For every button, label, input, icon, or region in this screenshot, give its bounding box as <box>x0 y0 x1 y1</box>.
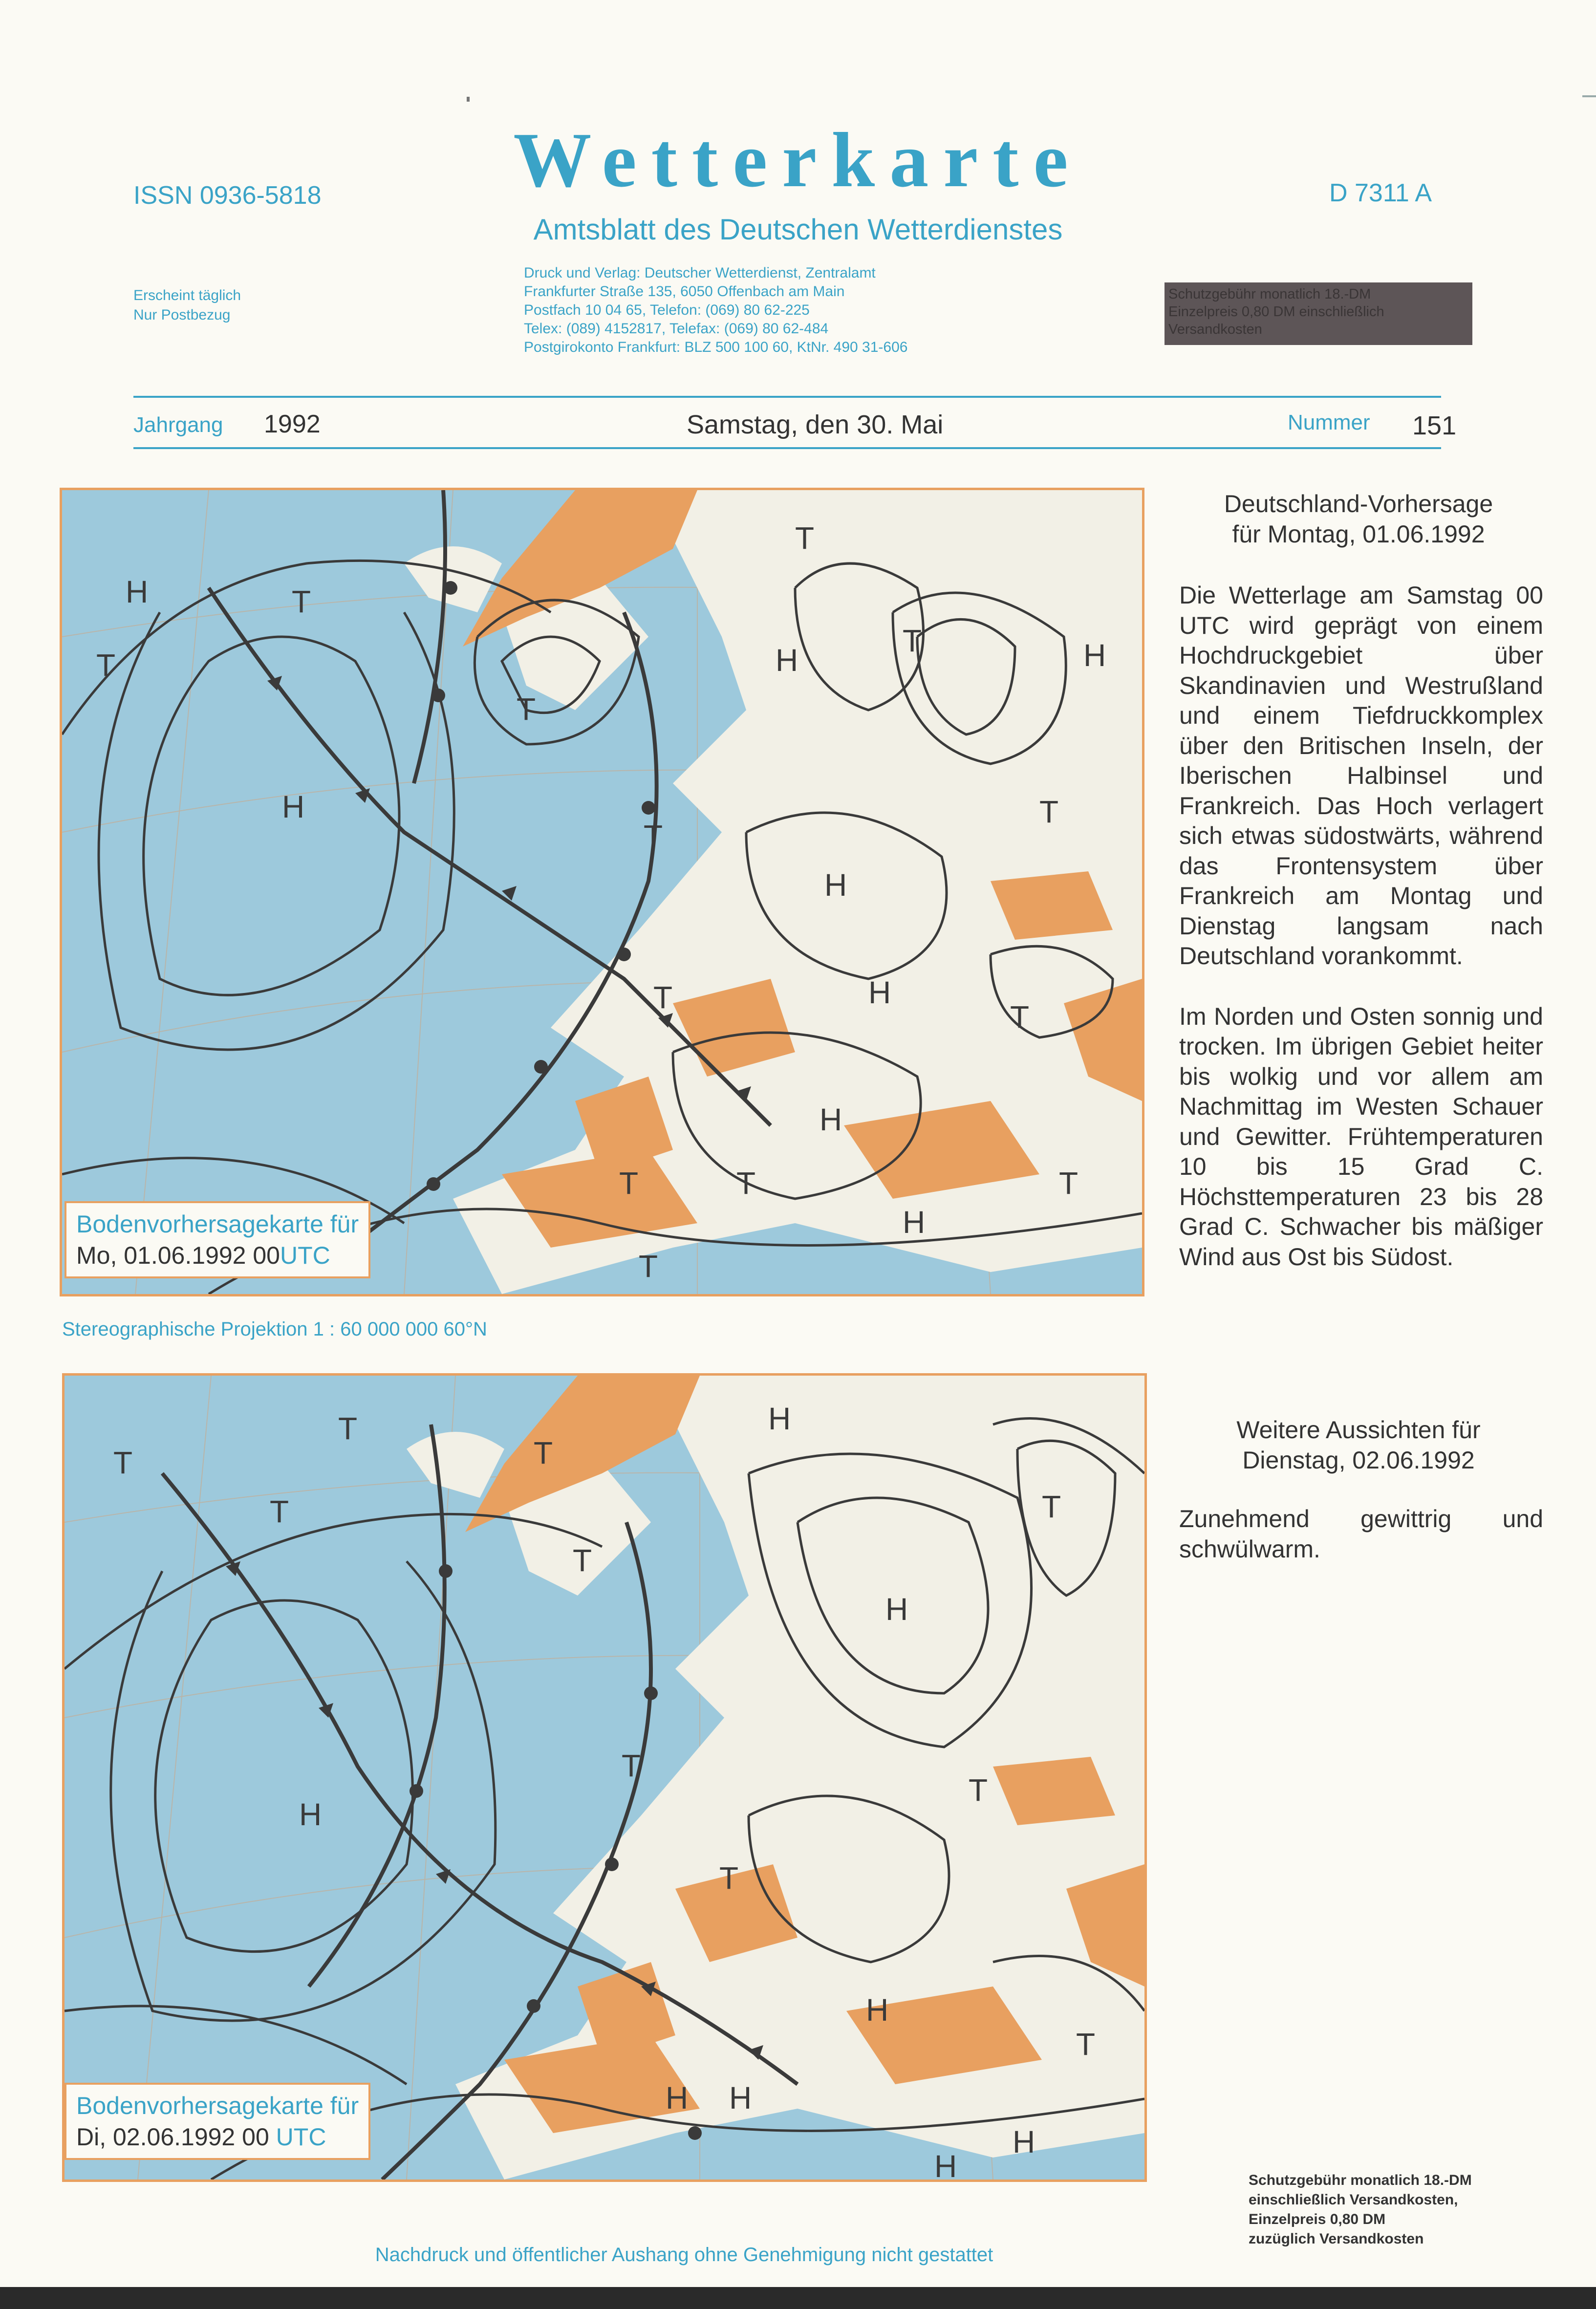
svg-text:T: T <box>292 584 311 619</box>
fee-line: Schutzgebühr monatlich 18.-DM <box>1168 286 1371 302</box>
forecast-map-monday <box>60 488 1144 1296</box>
reprint-notice: Nachdruck und öffentlicher Aushang ohne Genehmigung nicht gestattet <box>375 2244 993 2266</box>
svg-text:T: T <box>1059 1165 1078 1201</box>
outlook-title <box>1173 1415 1544 1475</box>
map1-caption-date-line <box>76 1241 359 1270</box>
map2-caption-title: Bodenvorhersagekarte für <box>76 2092 359 2119</box>
svg-text:T: T <box>113 1445 133 1480</box>
nummer-value: 151 <box>1412 411 1457 440</box>
publish-info <box>133 286 241 325</box>
printer-line: Druck und Verlag: Deutscher Wetterdienst, Zentralamt <box>524 265 876 281</box>
svg-text:T: T <box>517 691 536 727</box>
nummer-label: Nummer <box>1288 410 1370 434</box>
forecast-map-tuesday <box>62 1373 1147 2182</box>
printer-line: Postgirokonto Frankfurt: BLZ 500 100 60, KtNr. 490 31-606 <box>524 339 908 355</box>
svg-text:H: H <box>820 1102 842 1137</box>
map2-caption <box>65 2083 370 2160</box>
svg-text:H: H <box>666 2080 689 2115</box>
svg-text:H: H <box>282 789 305 824</box>
svg-text:H: H <box>126 574 149 609</box>
masthead-subtitle: Amtsblatt des Deutschen Wetterdienstes <box>533 213 1063 246</box>
svg-text:H: H <box>824 867 847 903</box>
svg-text:T: T <box>96 647 116 683</box>
printer-line: Telex: (089) 4152817, Telefax: (069) 80 62-484 <box>524 321 829 337</box>
fee-box <box>1165 282 1472 345</box>
svg-text:T: T <box>1076 2027 1096 2062</box>
svg-text:T: T <box>969 1772 988 1808</box>
forecast-paragraph: Im Norden und Osten sonnig und trocken. Im übrigen Gebiet heiter bis wolkig und vor allem am Nachmittag im Westen Schauer und Gewitter. Frühtemperaturen 10 bis 15 Grad C. Höchsttemperaturen 23 bis 28 Grad C. Schwacher bis mäßiger Wind aus Ost bis Südost. <box>1179 1002 1543 1271</box>
svg-text:T: T <box>639 1249 658 1284</box>
map2-caption-date-line <box>76 2123 359 2151</box>
footer-fee <box>1249 2171 1472 2249</box>
svg-text:H: H <box>776 643 798 678</box>
map2-caption-date: Di, 02.06.1992 00 <box>76 2123 269 2151</box>
printer-line: Postfach 10 04 65, Telefon: (069) 80 62-225 <box>524 302 810 318</box>
forecast-text <box>1179 581 1543 1302</box>
svg-text:H: H <box>866 1992 889 2028</box>
map1-caption <box>65 1201 370 1278</box>
svg-text:T: T <box>644 819 663 854</box>
svg-text:H: H <box>934 2149 957 2180</box>
issue-date: Samstag, den 30. Mai <box>687 410 944 439</box>
svg-text:H: H <box>299 1797 322 1832</box>
svg-text:T: T <box>903 623 922 658</box>
svg-text:T: T <box>619 1165 639 1201</box>
masthead-title: Wetterkarte <box>513 116 1083 203</box>
header-rule-top <box>133 396 1441 398</box>
margin-mark <box>1582 95 1596 97</box>
forecast-title-line: für Montag, 01.06.1992 <box>1232 520 1485 548</box>
scan-edge <box>0 2287 1596 2309</box>
svg-text:T: T <box>573 1543 592 1578</box>
jahrgang-value: 1992 <box>264 410 321 438</box>
svg-text:T: T <box>1039 794 1059 829</box>
svg-text:T: T <box>719 1860 739 1896</box>
svg-text:H: H <box>885 1592 908 1627</box>
svg-text:T: T <box>653 980 673 1015</box>
svg-text:H: H <box>903 1205 926 1240</box>
publish-line: Nur Postbezug <box>133 307 231 323</box>
postal-number: D 7311 A <box>1329 179 1432 207</box>
footer-fee-line: zuzüglich Versandkosten <box>1249 2231 1424 2247</box>
svg-text:H: H <box>1013 2124 1035 2159</box>
projection-note: Stereographische Projektion 1 : 60 000 000 60°N <box>62 1318 487 1340</box>
svg-text:T: T <box>1042 1489 1061 1524</box>
svg-text:T: T <box>736 1165 756 1201</box>
svg-text:T: T <box>622 1748 641 1783</box>
forecast-title <box>1173 489 1544 549</box>
map1-caption-utc: UTC <box>280 1242 330 1269</box>
footer-fee-line: Schutzgebühr monatlich 18.-DM <box>1249 2172 1472 2188</box>
forecast-paragraph: Die Wetterlage am Samstag 00 UTC wird geprägt von einem Hochdruckgebiet über Skandinavien und Westrußland und einem Tiefdruckkomplex über den Britischen Inseln, der Iberischen Halbinsel und Frankreich. Das Hoch verlagert sich etwas südostwärts, während das Frontensystem über Frankreich am Montag und Dienstag langsam nach Deutschland vorankommt. <box>1179 582 1543 970</box>
fee-line: Versandkosten <box>1168 322 1262 337</box>
outlook-title-line: Weitere Aussichten für <box>1236 1416 1481 1444</box>
svg-text:H: H <box>868 975 891 1010</box>
svg-text:H: H <box>1083 638 1106 673</box>
footer-fee-line: einschließlich Versandkosten, <box>1249 2192 1458 2208</box>
svg-text:H: H <box>729 2080 752 2115</box>
svg-text:T: T <box>270 1494 289 1529</box>
header-rule-bottom <box>133 447 1441 449</box>
weather-map-graphic <box>62 490 1142 1294</box>
outlook-text <box>1179 1504 1543 1595</box>
printer-line: Frankfurter Straße 135, 6050 Offenbach am Main <box>524 283 845 300</box>
map1-caption-title: Bodenvorhersagekarte für <box>76 1210 359 1238</box>
outlook-title-line: Dienstag, 02.06.1992 <box>1242 1446 1475 1474</box>
svg-text:T: T <box>795 520 815 556</box>
svg-text:T: T <box>338 1411 358 1446</box>
svg-text:H: H <box>768 1401 791 1436</box>
svg-text:T: T <box>534 1435 553 1470</box>
footer-fee-line: Einzelpreis 0,80 DM <box>1249 2211 1386 2227</box>
issn: ISSN 0936-5818 <box>133 181 322 210</box>
jahrgang-label: Jahrgang <box>133 413 223 437</box>
fee-line: Einzelpreis 0,80 DM einschließlich <box>1168 304 1384 320</box>
printer-info <box>524 264 907 357</box>
print-mark <box>467 97 470 102</box>
outlook-paragraph: Zunehmend gewittrig und schwülwarm. <box>1179 1505 1543 1563</box>
forecast-title-line: Deutschland-Vorhersage <box>1224 490 1493 518</box>
weather-map-graphic <box>65 1376 1144 2180</box>
map2-caption-utc: UTC <box>276 2123 326 2151</box>
map1-caption-date: Mo, 01.06.1992 00 <box>76 1242 280 1269</box>
svg-text:T: T <box>1010 999 1030 1035</box>
publish-line: Erscheint täglich <box>133 287 241 303</box>
